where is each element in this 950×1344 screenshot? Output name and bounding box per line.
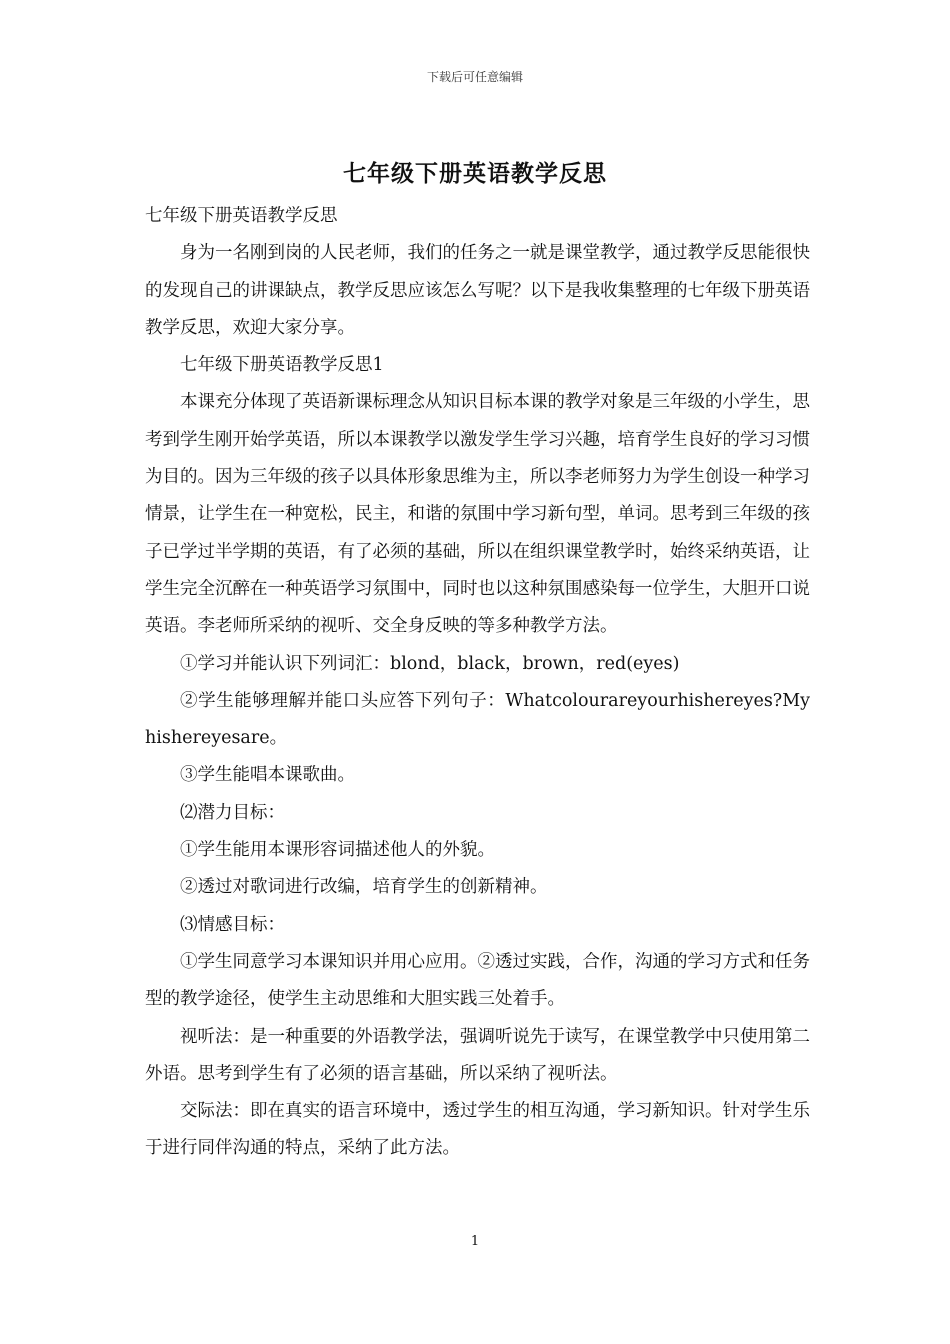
objective-item: ①学生能用本课形容词描述他人的外貌。 (180, 840, 495, 861)
method-paragraph: 视听法：是一种重要的外语教学法，强调听说先于读写，在课堂教学中只使用第二外语。思考到学生有了必须的语言基础，所以采纳了视听法。 (145, 1026, 810, 1084)
method-paragraph: 交际法：即在真实的语言环境中，透过学生的相互沟通，学习新知识。针对学生乐于进行同伴沟通的特点，采纳了此方法。 (145, 1101, 810, 1159)
objective-item: ②学生能够理解并能口头应答下列句子：Whatcolourareyourhishereyes?Myhishereyesare。 (145, 690, 810, 749)
subtitle-paragraph: 七年级下册英语教学反思 (145, 206, 338, 226)
objective-item: ②透过对歌词进行改编，培育学生的创新精神。 (180, 877, 548, 898)
objective-item: ③学生能唱本课歌曲。 (180, 765, 355, 786)
objective-heading: ⑶情感目标： (180, 914, 285, 935)
document-body (145, 198, 810, 1168)
objective-heading: ⑵潜力目标： (180, 802, 285, 823)
body-paragraph: 本课充分体现了英语新课标理念从知识目标本课的教学对象是三年级的小学生，思考到学生刚开始学英语，所以本课教学以激发学生学习兴趣，培育学生良好的学习习惯为目的。因为三年级的孩子以具体形象思维为主，所以李老师努力为学生创设一种学习情景，让学生在一种宽松，民主，和谐的氛围中学习新句型，单词。思考到三年级的孩子已学过半学期的英语，有了必须的基础，所以在组织课堂教学时，始终采纳英语，让学生完全沉醉在一种英语学习氛围中，同时也以这种氛围感染每一位学生，大胆开口说英语。李老师所采纳的视听、交全身反映的等多种教学方法。 (145, 392, 810, 637)
objective-item: ①学习并能认识下列词汇：blond，black，brown，red(eyes) (180, 653, 680, 674)
section-heading: 七年级下册英语教学反思1 (180, 355, 384, 376)
page-number: 1 (470, 1234, 480, 1249)
intro-paragraph: 身为一名刚到岗的人民老师，我们的任务之一就是课堂教学，通过教学反思能很快的发现自己的讲课缺点，教学反思应该怎么写呢？以下是我收集整理的七年级下册英语教学反思，欢迎大家分享。 (145, 243, 810, 338)
objective-item: ①学生同意学习本课知识并用心应用。②透过实践，合作，沟通的学习方式和任务型的教学途径，使学生主动思维和大胆实践三处着手。 (145, 951, 810, 1010)
document-title: 七年级下册英语教学反思 (343, 160, 607, 187)
page-header: 下载后可任意编辑 (426, 70, 523, 84)
